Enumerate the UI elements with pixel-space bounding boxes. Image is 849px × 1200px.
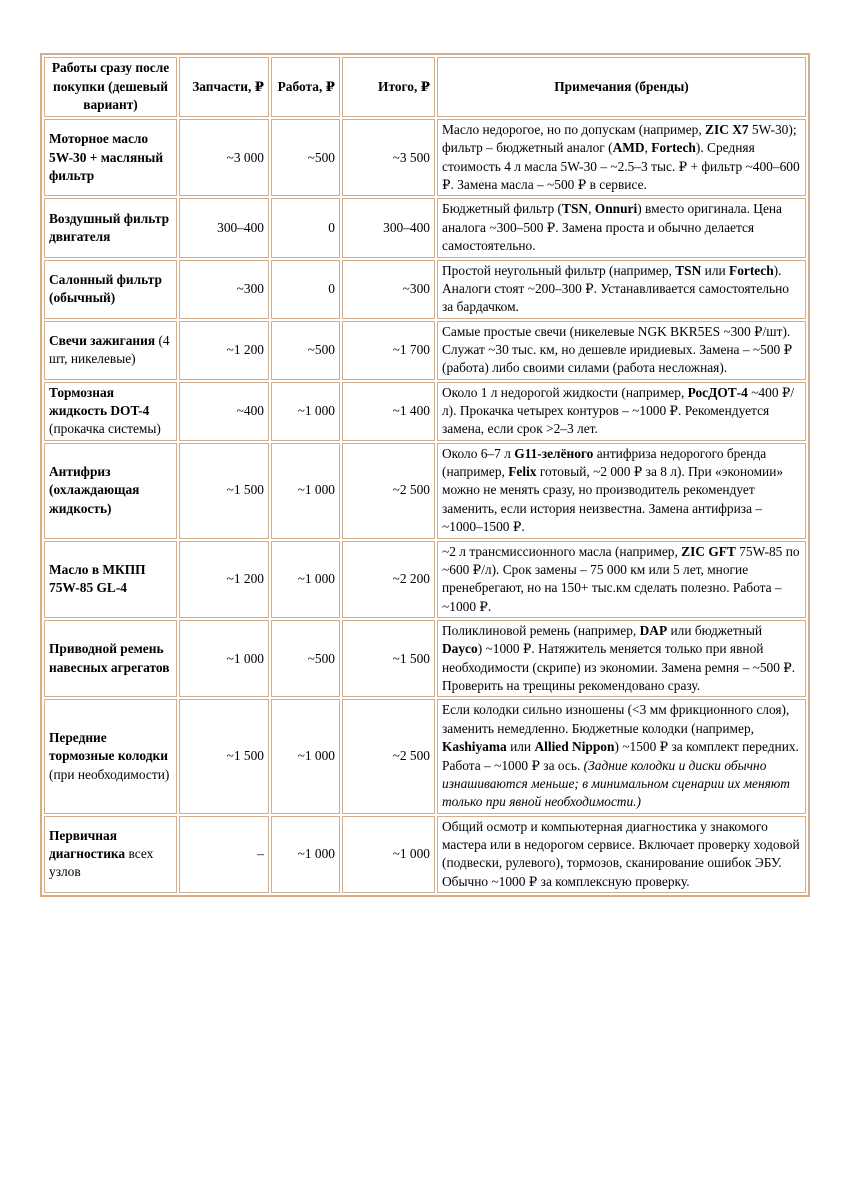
- notes-text: Бюджетный фильтр (: [442, 201, 563, 217]
- row-labor-cost: ~1 000: [271, 382, 340, 441]
- row-item-name: [44, 382, 177, 441]
- table-row: [44, 198, 806, 257]
- row-labor-cost: ~1 000: [271, 816, 340, 893]
- row-total-cost: ~1 000: [342, 816, 435, 893]
- notes-text: Около 6–7 л: [442, 445, 515, 461]
- row-parts-cost: ~1 500: [179, 443, 269, 539]
- row-parts-cost: ~1 200: [179, 321, 269, 380]
- table-row: [44, 321, 806, 380]
- row-notes: [437, 198, 806, 257]
- notes-text: готовый, ~2 000 ₽ за 8 л). При «экономии» можно не менять сразу, но производитель рекомендует заменить, если история неизвестна. Замена антифриза – ~1000–1500 ₽.: [442, 464, 784, 535]
- table-row: [44, 541, 806, 618]
- notes-text: или: [506, 739, 535, 755]
- row-labor-cost: ~500: [271, 321, 340, 380]
- row-item-name-bold: Моторное масло 5W-30 + масляный фильтр: [49, 131, 164, 183]
- row-labor-cost: 0: [271, 198, 340, 257]
- row-labor-cost: ~500: [271, 119, 340, 196]
- notes-brand: TSN: [675, 262, 702, 278]
- row-total-cost: ~300: [342, 260, 435, 319]
- row-total-cost: ~2 500: [342, 699, 435, 813]
- notes-brand: AMD: [612, 140, 645, 156]
- header-total: Итого, ₽: [342, 57, 435, 117]
- row-labor-cost: 0: [271, 260, 340, 319]
- row-notes: [437, 443, 806, 539]
- row-item-name-detail: (4 шт, никелевые): [49, 332, 170, 367]
- row-item-name: [44, 620, 177, 697]
- row-item-name: [44, 443, 177, 539]
- row-item-name: [44, 321, 177, 380]
- notes-text: Масло недорогое, но по допускам (например,: [442, 122, 706, 137]
- notes-brand: Onnuri: [594, 201, 638, 217]
- notes-brand: РосДОТ-4: [687, 384, 748, 400]
- notes-text: Поликлиновой ремень (например,: [442, 622, 640, 638]
- row-parts-cost: ~400: [179, 382, 269, 441]
- row-notes: [437, 119, 806, 196]
- row-item-name: [44, 541, 177, 618]
- row-item-name-bold: Приводной ремень навесных агрегатов: [49, 641, 170, 675]
- row-notes: [437, 699, 806, 813]
- row-item-name-bold: Салонный фильтр (обычный): [49, 271, 162, 306]
- notes-text: антифриза недорогого бренда (например,: [442, 445, 767, 480]
- table-row: [44, 620, 806, 697]
- row-notes: [437, 382, 806, 441]
- row-item-name-bold: Тормозная жидкость DOT-4: [49, 384, 150, 419]
- table-row: [44, 699, 806, 813]
- notes-text: 75W-85 по ~600 ₽/л). Срок замены – 75 000 км или 5 лет, многие пренебрегают, но на 150+ тыс.км сделать полезно. Работа – ~1000 ₽.: [442, 543, 800, 614]
- notes-text: Если колодки сильно изношены (<3 мм фрикционного слоя), заменить немедленно. Бюджетные колодки (например,: [442, 702, 790, 736]
- notes-text: ) вместо оригинала. Цена аналога ~300–500 ₽. Замена проста и обычно делается самостоятельно.: [442, 201, 783, 254]
- row-item-name: [44, 816, 177, 893]
- table-row: [44, 816, 806, 893]
- notes-text: ) ~1000 ₽. Натяжитель меняется только при явной необходимости (скрипе) из экономии. Замена ремня – ~500 ₽. Проверить на трещины рекомендовано сразу.: [442, 641, 796, 694]
- row-parts-cost: –: [179, 816, 269, 893]
- row-item-name-bold: Антифриз (охлаждающая жидкость): [49, 464, 140, 516]
- notes-brand: G11-зелёного: [514, 445, 594, 461]
- notes-text: ). Аналоги стоят ~200–300 ₽. Устанавливается самостоятельно за бардачком.: [442, 262, 789, 315]
- row-item-name: [44, 198, 177, 257]
- row-notes: [437, 541, 806, 618]
- row-notes: [437, 816, 806, 893]
- row-parts-cost: ~3 000: [179, 119, 269, 196]
- row-item-name-bold: Свечи зажигания: [49, 332, 156, 348]
- maintenance-cost-table: [40, 53, 810, 897]
- row-total-cost: ~2 200: [342, 541, 435, 618]
- row-total-cost: ~1 400: [342, 382, 435, 441]
- notes-text: или: [701, 262, 730, 278]
- notes-brand: TSN: [562, 201, 589, 217]
- notes-text: ~2 л трансмиссионного масла (например,: [442, 543, 682, 559]
- notes-brand: DAP: [639, 622, 668, 638]
- notes-brand: ZIC GFT: [681, 543, 736, 559]
- row-parts-cost: ~1 500: [179, 699, 269, 813]
- row-item-name-detail: (при необходимости): [49, 766, 170, 782]
- notes-text: Общий осмотр и компьютерная диагностика у знакомого мастера или в недорогом сервисе. Включает проверку ходовой (подвески, рулевого), тормозов, сканирование ошибок ЭБУ. Обычно ~1000 ₽ за комплексную проверку.: [442, 818, 800, 889]
- notes-text: ,: [644, 140, 652, 156]
- row-total-cost: ~1 500: [342, 620, 435, 697]
- row-total-cost: ~2 500: [342, 443, 435, 539]
- notes-text: ~400 ₽/л). Прокачка четырех контуров – ~1000 ₽. Рекомендуется замена, если срок >2–3 лет.: [442, 384, 795, 437]
- row-labor-cost: ~1 000: [271, 699, 340, 813]
- row-notes: [437, 620, 806, 697]
- row-labor-cost: ~500: [271, 620, 340, 697]
- row-item-name: [44, 699, 177, 813]
- row-notes: [437, 260, 806, 319]
- notes-text: 5W-30); фильтр – бюджетный аналог (: [442, 122, 797, 156]
- row-total-cost: ~3 500: [342, 119, 435, 196]
- table-row: [44, 443, 806, 539]
- notes-italic: (Задние колодки и диски обычно изнашиваются меньше; в минимальном сценарии их меняют только при явной необходимости.): [442, 757, 790, 810]
- row-parts-cost: ~1 000: [179, 620, 269, 697]
- table-row: [44, 382, 806, 441]
- notes-brand: ZIC X7: [705, 122, 749, 137]
- notes-brand: Allied Nippon: [534, 739, 615, 755]
- notes-text: Около 1 л недорогой жидкости (например,: [442, 384, 688, 400]
- table-header-row: [44, 57, 806, 117]
- notes-text: ). Средняя стоимость 4 л масла 5W-30 – ~2.5–3 тыс. ₽ + фильтр ~400–600 ₽. Замена масла – ~500 ₽ в сервисе.: [442, 140, 800, 193]
- row-labor-cost: ~1 000: [271, 443, 340, 539]
- row-parts-cost: 300–400: [179, 198, 269, 257]
- row-item-name-bold: Масло в МКПП 75W-85 GL-4: [49, 561, 146, 596]
- row-total-cost: 300–400: [342, 198, 435, 257]
- table-row: [44, 260, 806, 319]
- notes-brand: Dayco: [442, 641, 478, 657]
- row-parts-cost: ~1 200: [179, 541, 269, 618]
- header-labor: Работа, ₽: [271, 57, 340, 117]
- notes-text: ) ~1500 ₽ за комплект передних. Работа – ~1000 ₽ за ось.: [442, 739, 799, 773]
- row-item-name-bold: Передние тормозные колодки: [49, 729, 168, 764]
- row-item-name-bold: Воздушный фильтр двигателя: [49, 210, 170, 244]
- row-parts-cost: ~300: [179, 260, 269, 319]
- notes-text: ,: [588, 201, 595, 217]
- row-item-name: [44, 260, 177, 319]
- notes-brand: Kashiyama: [442, 739, 507, 755]
- row-item-name-detail: (прокачка системы): [49, 421, 161, 437]
- notes-text: или бюджетный: [667, 622, 762, 638]
- notes-brand: Fortech: [729, 262, 774, 278]
- row-total-cost: ~1 700: [342, 321, 435, 380]
- header-item: Работы сразу после покупки (дешевый вариант): [44, 57, 177, 117]
- header-notes: Примечания (бренды): [437, 57, 806, 117]
- row-item-name-bold: Первичная диагностика: [49, 827, 126, 862]
- row-labor-cost: ~1 000: [271, 541, 340, 618]
- row-notes: [437, 321, 806, 380]
- notes-text: Простой неугольный фильтр (например,: [442, 262, 676, 278]
- notes-brand: Fortech: [651, 140, 696, 156]
- table-row: [44, 119, 806, 196]
- row-item-name: [44, 119, 177, 196]
- notes-text: Самые простые свечи (никелевые NGK BKR5ES ~300 ₽/шт). Служат ~30 тыс. км, но дешевле иридиевых. Замена – ~500 ₽ (работа) либо своими силами (работа несложная).: [442, 323, 793, 376]
- notes-brand: Felix: [508, 464, 537, 480]
- header-parts: Запчасти, ₽: [179, 57, 269, 117]
- row-item-name-detail: всех узлов: [49, 846, 154, 880]
